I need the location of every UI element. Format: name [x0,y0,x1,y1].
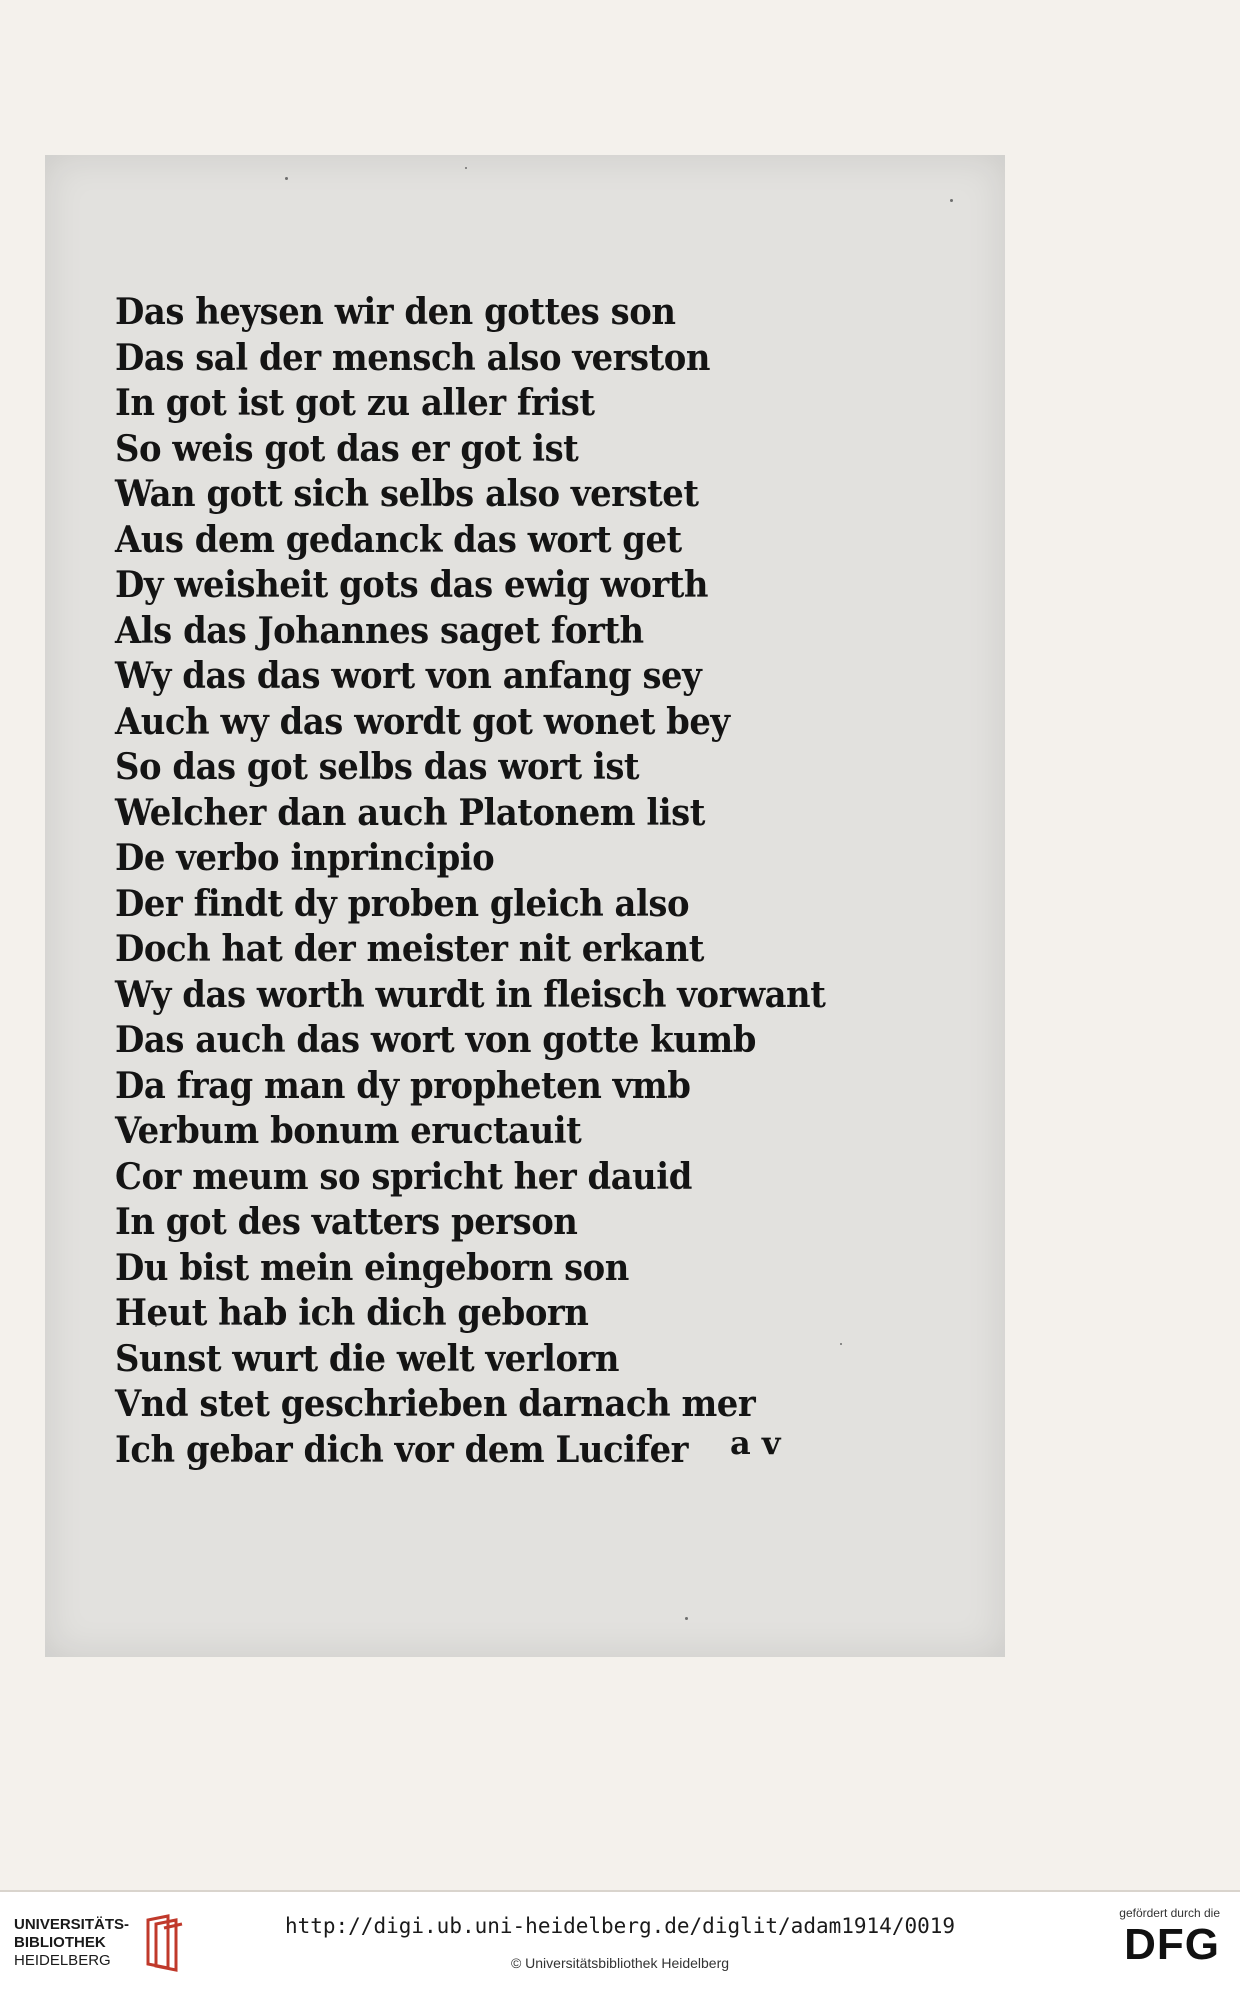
dust-speck [465,167,467,169]
verse-line: So das got selbs das wort ist [115,746,640,788]
verse-line: Aus dem gedanck das wort get [115,518,682,561]
verse-text-block [115,290,935,1473]
institution-line: UNIVERSITÄTS- [14,1916,130,1933]
verse-line: Heut hab ich dich geborn [115,1292,589,1334]
verse-line: Sunst wurt die welt verlorn [115,1337,620,1380]
verse-line: Das auch das wort von gotte kumb [115,1019,756,1061]
verse-line: De verbo inprincipio [115,837,495,879]
verse-line: Das heysen wir den gottes son [115,291,676,333]
institution-line: HEIDELBERG [14,1952,111,1969]
dfg-logo[interactable]: DFG [1124,1920,1220,1969]
verse-line: Dy weisheit gots das ewig worth [115,564,709,606]
verse-line: In got des vatters person [115,1201,578,1243]
dust-speck [685,1617,688,1620]
verse-line: Das sal der mensch also verston [115,336,711,379]
verse-line: Wy das das wort von anfang sey [115,655,702,697]
institution-line: BIBLIOTHEK [14,1934,106,1951]
funder-block [1100,1906,1220,1970]
funded-by-label: gefördert durch die [1119,1906,1220,1920]
verse-line: Da frag man dy propheten vmb [115,1064,691,1107]
permalink-url[interactable]: http://digi.ub.uni-heidelberg.de/diglit/adam1914/0019 [284,1914,956,1938]
signature-mark: a v [730,1424,781,1462]
verse-line: Vnd stet geschrieben darnach mer [115,1383,756,1425]
footer-bar [0,1890,1240,1989]
verse-line: Doch hat der meister nit erkant [115,928,704,970]
verse-line: So weis got das er got ist [115,427,579,470]
copyright-notice: © Universitätsbibliothek Heidelberg [510,1955,730,1971]
verse-line: Welcher dan auch Platonem list [115,791,705,834]
verse-line: Der findt dy proben gleich also [115,882,690,925]
verse-line: Als das Johannes saget forth [115,609,644,652]
verse-line: Ich gebar dich vor dem Lucifer [115,1428,689,1471]
verse-line: In got ist got zu aller frist [115,382,595,424]
verse-line: Wan gott sich selbs also verstet [115,473,699,515]
dust-speck [950,199,953,202]
verse-line: Verbum bonum eructauit [115,1110,582,1152]
dust-speck [285,177,288,180]
verse-line: Auch wy das wordt got wonet bey [115,700,730,743]
verse-line: Du bist mein eingeborn son [115,1246,629,1289]
verse-line: Wy das worth wurdt in fleisch vorwant [115,973,826,1016]
verse-line: Cor meum so spricht her dauid [115,1155,692,1198]
